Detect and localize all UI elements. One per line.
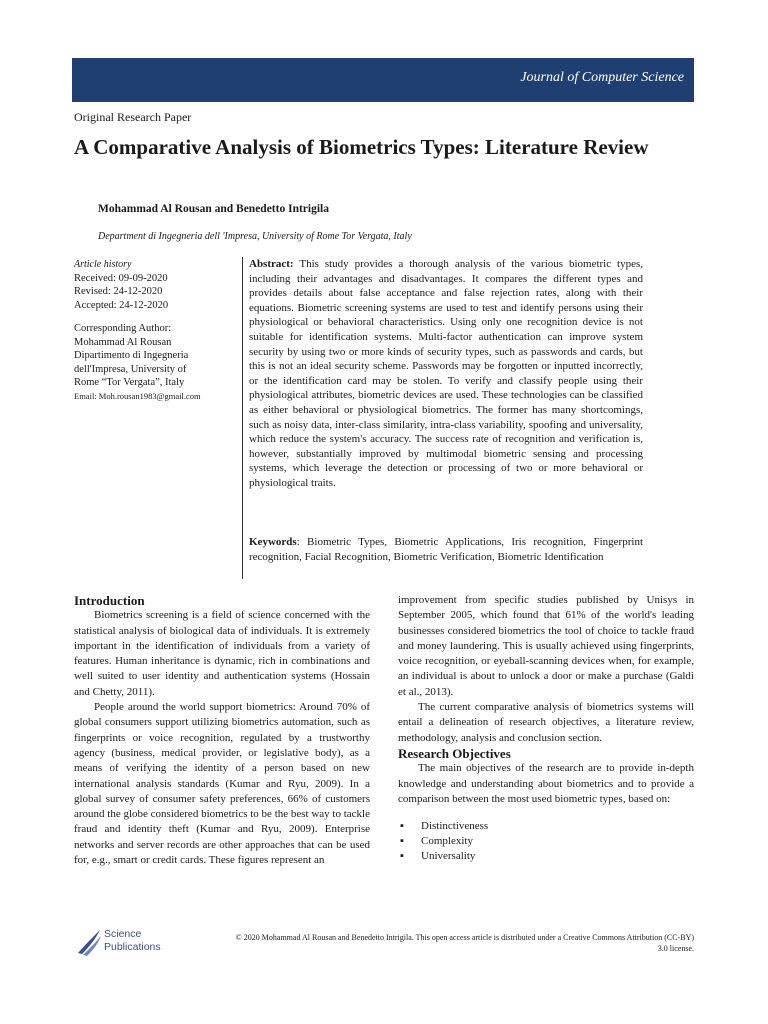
corresponding-city: Rome “Tor Vergata”, Italy <box>74 377 185 388</box>
intro-paragraph-1: Biometrics screening is a field of science concerned with the statistical analysis of biological data of individuals. It is extremely important in the identification of individuals from a variety of features. Human inheritance is dynamic, rich in combinations and well suited to user identity and authentication systems (Hossain and Chetty, 2011). <box>74 609 370 698</box>
journal-name: Journal of Computer Science <box>520 70 684 85</box>
intro-paragraph-2: People around the world support biometrics: Around 70% of global consumers support utilizing biometrics automation, such as fingerprints or voice recognition, regulated by a trustworthy agency (business, medical provider, or legislative body), as a means of verifying the identity of a person based on new international analysis standards (Kumar and Ryu, 2009). In a global survey of consumer safety preferences, 66% of customers around the globe considered biometrics to be the best way to tackle fraud and identity theft (Kumar and Ryu, 2009). Enterprise networks and server records are other approaches that can be used for, e.g., smart or credit cards. These figures represent an <box>74 701 370 867</box>
abstract <box>249 257 643 491</box>
corresponding-email: Email: Moh.rousan1983@gmail.com <box>74 390 201 401</box>
keywords-label: Keywords <box>249 536 297 548</box>
paper-type: Original Research Paper <box>74 110 192 124</box>
intro-paragraph-continued: improvement from specific studies published by Unisys in September 2005, which found that 61% of the world's leading businesses considered biometrics the tool of choice to tackle fraud and money laundering. This is usually achieved using fingerprints, voice recognition, or eyeball-scanning devices when, for example, an individual is about to unlock a door or make a purchase (Galdi et al., 2013). <box>398 594 694 698</box>
abstract-text: This study provides a thorough analysis of the various biometric types, including their advantages and disadvantages. It compares the different types and provides details about false acceptance and false rejection rates, along with their equations. Biometric screening systems are used to test and identify persons using their physiological or behavioral characteristics. Using only one recognition device is not suitable for identification systems. Multi-factor authentication can improve system security by using two or more kinds of security types, such as passwords and cards, but this is not an ideal security scheme. Passwords may be forgotten or inputted incorrectly, or the identification card may be stolen. To verify and classify people using their physiological attributes, biometric devices are used. These technologies can be classified as either behavioral or physiological biometrics. The former has many shortcomings, such as noisy data, inter-class similarity, intra-class variability, spoofing and universality, which reduce the system's accuracy. The success rate of recognition and verification is, however, substantially improved by multimodal biometric sensing and processing systems, which leverage the detection or processing of two or more behavioral or physiological traits. <box>249 258 643 489</box>
introduction-heading: Introduction <box>74 593 145 608</box>
list-item: ▪ Universality <box>398 849 694 864</box>
journal-banner <box>72 58 694 102</box>
license-notice: © 2020 Mohammad Al Rousan and Benedetto Intrigila. This open access article is distributed under a Creative Commons Attribution (CC-BY) 3.0 license. <box>235 933 694 953</box>
publisher-line-2: Publications <box>104 940 161 953</box>
intro-paragraph-3: The current comparative analysis of biometrics systems will entail a delineation of research objectives, a literature review, methodology, analysis and conclusion section. <box>398 701 694 744</box>
list-item: ▪ Complexity <box>398 834 694 849</box>
corresponding-label: Corresponding Author: <box>74 323 172 334</box>
paper-title: A Comparative Analysis of Biometrics Types: Literature Review <box>74 135 649 159</box>
list-item: ▪ Distinctiveness <box>398 819 694 834</box>
criteria-list <box>398 819 694 864</box>
publisher-name <box>104 928 161 953</box>
article-history-label: Article history <box>74 259 132 270</box>
objectives-paragraph: The main objectives of the research are to provide in-depth knowledge and understanding about biometrics and to provide a comparison between the most used biometric types, based on: <box>398 762 694 805</box>
abstract-divider <box>242 257 243 579</box>
received-date: Received: 09-09-2020 <box>74 272 168 284</box>
revised-date: Revised: 24-12-2020 <box>74 286 163 297</box>
corresponding-dept: Dipartimento di Ingegneria <box>74 350 189 361</box>
keywords-text: : Biometric Types, Biometric Applications, Iris recognition, Fingerprint recognition, Facial Recognition, Biometric Verification, Biometric Identification <box>249 536 643 563</box>
corresponding-name: Mohammad Al Rousan <box>74 336 172 348</box>
abstract-label: Abstract: <box>249 258 294 270</box>
left-column <box>74 593 370 868</box>
right-column <box>398 593 694 864</box>
corresponding-univ: dell'Impresa, University of <box>74 363 187 375</box>
objectives-heading: Research Objectives <box>398 745 511 761</box>
authors: Mohammad Al Rousan and Benedetto Intrigila <box>98 203 329 215</box>
keywords <box>249 535 643 564</box>
accepted-date: Accepted: 24-12-2020 <box>74 299 169 311</box>
publisher-line-1: Science <box>104 928 142 940</box>
affiliation: Department di Ingegneria dell 'Impresa, University of Rome Tor Vergata, Italy <box>98 231 412 242</box>
article-info-sidebar <box>74 258 234 403</box>
